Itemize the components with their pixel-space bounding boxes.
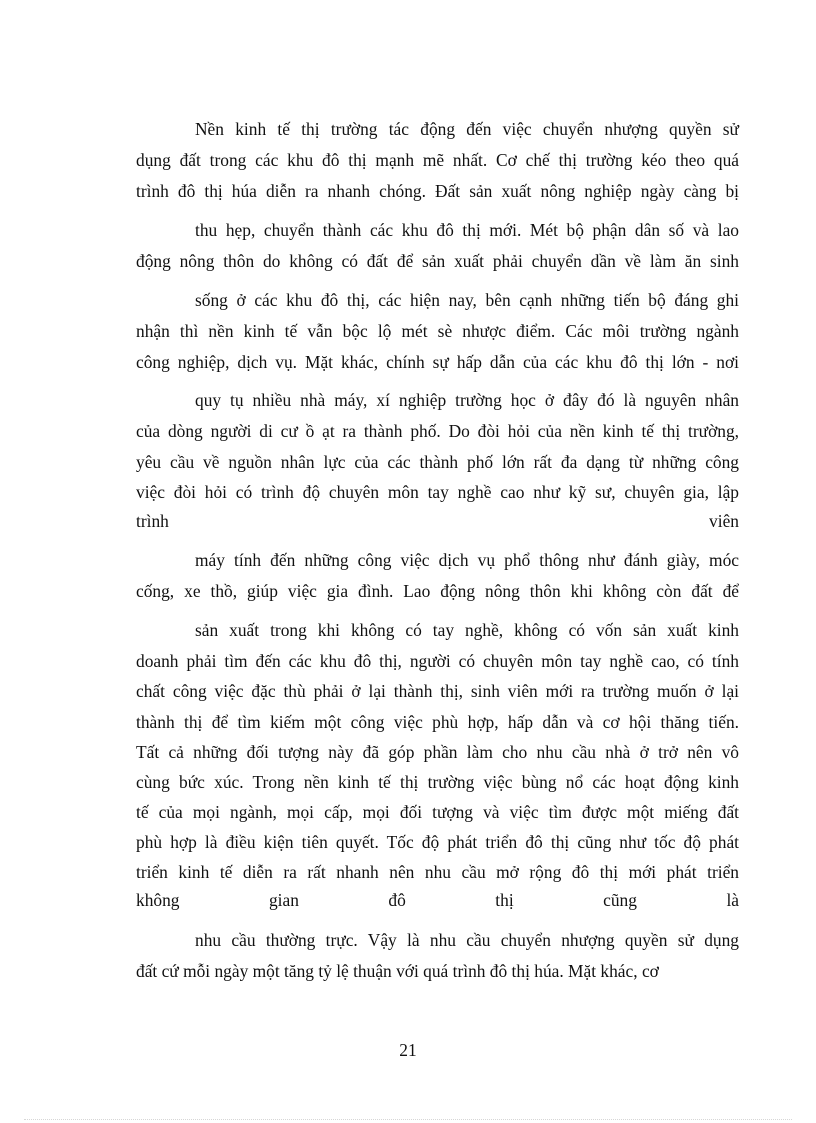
paragraph-line: động nông thôn do không có đất để sản xuất phải chuyển dần về làm ăn sinh [136, 251, 739, 271]
paragraph-line: tế của mọi ngành, mọi cấp, mọi đối tượng và việc tìm được một miếng đất [136, 802, 739, 822]
paragraph-line: thu hẹp, chuyển thành các khu đô thị mới. Mét bộ phận dân số và lao [195, 220, 739, 240]
paragraph-line: nhu cầu thường trực. Vậy là nhu cầu chuyển nhượng quyền sử dụng [195, 930, 739, 950]
paragraph-line: sống ở các khu đô thị, các hiện nay, bên cạnh những tiến bộ đáng ghi [195, 290, 739, 310]
paragraph-line: chất công việc đặc thù phải ở lại thành thị, sinh viên mới ra trường muốn ở lại [136, 681, 739, 701]
paragraph-line: của dòng người di cư ồ ạt ra thành phố. Do đòi hỏi của nền kinh tế thị trường, [136, 421, 739, 441]
paragraph-line: cống, xe thồ, giúp việc gia đình. Lao động nông thôn khi không còn đất để [136, 581, 739, 601]
paragraph-line: cùng bức xúc. Trong nền kinh tế thị trường việc bùng nổ các hoạt động kinh [136, 772, 739, 792]
paragraph-line: yêu cầu về nguồn nhân lực của các thành phố lớn rất đa dạng từ những công [136, 452, 739, 472]
paragraph-line: Nền kinh tế thị trường tác động đến việc chuyển nhượng quyền sử [195, 119, 739, 139]
paragraph-line: Tất cả những đối tượng này đã góp phần làm cho nhu cầu nhà ở trở nên vô [136, 742, 739, 762]
paragraph-line: phù hợp là điều kiện tiên quyết. Tốc độ phát triển đô thị cũng như tốc độ phát [136, 832, 739, 852]
paragraph-line: không gian đô thị cũng là [136, 890, 739, 910]
paragraph-line: sản xuất trong khi không có tay nghề, không có vốn sản xuất kinh [195, 620, 739, 640]
paragraph-line: công nghiệp, dịch vụ. Mặt khác, chính sự hấp dẫn của các khu đô thị lớn - nơi [136, 352, 739, 372]
page-number: 21 [399, 1040, 417, 1060]
paragraph-line: quy tụ nhiều nhà máy, xí nghiệp trường học ở đây đó là nguyên nhân [195, 390, 739, 410]
paragraph-line: đất cứ mỗi ngày một tăng tỷ lệ thuận với quá trình đô thị húa. Mặt khác, cơ [136, 961, 659, 981]
paragraph-line: thành thị để tìm kiếm một công việc phù hợp, hấp dẫn và cơ hội thăng tiến. [136, 712, 739, 732]
paragraph-line: máy tính đến những công việc dịch vụ phổ thông như đánh giày, móc [195, 550, 739, 570]
paragraph-line: triển kinh tế diễn ra rất nhanh nên nhu cầu mở rộng đô thị mới phát triển [136, 862, 739, 882]
paragraph-line: trình viên [136, 511, 739, 531]
paragraph-line: nhận thì nền kinh tế vẫn bộc lộ mét sè nhược điểm. Các môi trường ngành [136, 321, 739, 341]
paragraph-line: doanh phải tìm đến các khu đô thị, người có chuyên môn tay nghề cao, có tính [136, 651, 739, 671]
paragraph-line: việc đòi hỏi có trình độ chuyên môn tay nghề cao như kỹ sư, chuyên gia, lập [136, 482, 739, 502]
paragraph-line: trình đô thị húa diễn ra nhanh chóng. Đất sản xuất nông nghiệp ngày càng bị [136, 181, 739, 201]
footer-divider [24, 1119, 792, 1120]
paragraph-line: dụng đất trong các khu đô thị mạnh mẽ nhất. Cơ chế thị trường kéo theo quá [136, 150, 739, 170]
